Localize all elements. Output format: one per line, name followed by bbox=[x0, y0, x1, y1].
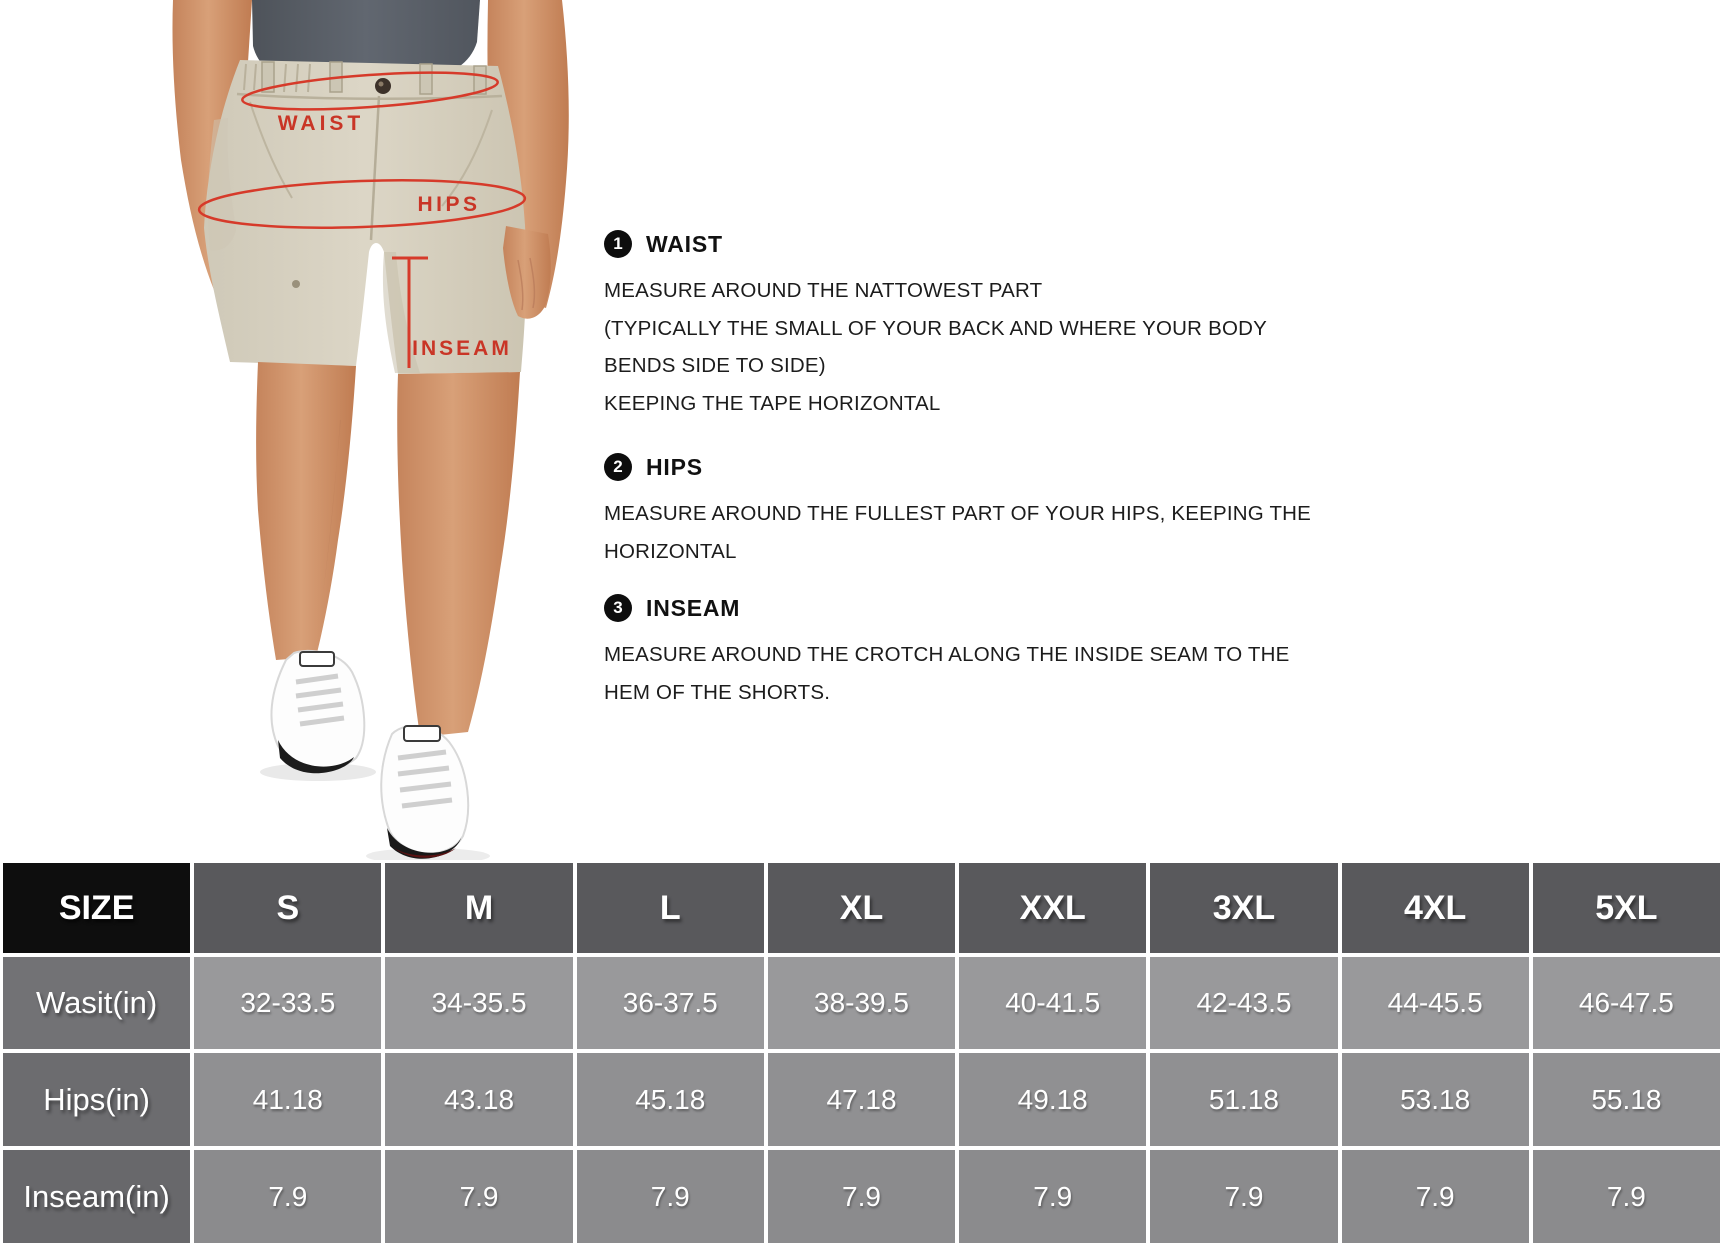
inseam-value: 7.9 bbox=[194, 1150, 381, 1243]
inseam-value: 7.9 bbox=[1150, 1150, 1337, 1243]
instruction-inseam bbox=[604, 594, 1290, 711]
hips-measure-label: HIPS bbox=[417, 193, 481, 216]
size-chart-header-3xl: 3XL bbox=[1150, 863, 1337, 953]
instruction-waist-title: WAIST bbox=[646, 230, 723, 257]
size-chart-table bbox=[0, 860, 1723, 1246]
inseam-value: 7.9 bbox=[959, 1150, 1146, 1243]
waist-value: 38-39.5 bbox=[768, 957, 955, 1049]
instruction-hips-body bbox=[604, 495, 1311, 570]
hips-value: 45.18 bbox=[577, 1053, 764, 1146]
size-chart-header-4xl: 4XL bbox=[1342, 863, 1529, 953]
size-chart-header-s: S bbox=[194, 863, 381, 953]
waist-value: 40-41.5 bbox=[959, 957, 1146, 1049]
number-2-badge: 2 bbox=[604, 453, 632, 481]
hips-value: 53.18 bbox=[1342, 1053, 1529, 1146]
instruction-line: MEASURE AROUND THE FULLEST PART OF YOUR HIPS, KEEPING THE bbox=[604, 502, 1312, 525]
right-leg-shape bbox=[397, 372, 520, 737]
hips-value: 41.18 bbox=[194, 1053, 381, 1146]
size-chart-header-m: M bbox=[385, 863, 572, 953]
size-chart-header-size: SIZE bbox=[3, 863, 190, 953]
instruction-line: HORIZONTAL bbox=[604, 539, 737, 563]
left-leg-shape bbox=[256, 362, 356, 660]
size-chart-header-xl: XL bbox=[768, 863, 955, 953]
instruction-inseam-body bbox=[604, 636, 1290, 711]
waist-value: 34-35.5 bbox=[385, 957, 572, 1049]
hips-value: 51.18 bbox=[1150, 1053, 1337, 1146]
instruction-waist-body bbox=[604, 272, 1267, 422]
hips-value: 49.18 bbox=[959, 1053, 1146, 1146]
shorts-button bbox=[375, 78, 391, 94]
instruction-line: HEM OF THE SHORTS. bbox=[604, 680, 831, 704]
row-label-hips: Hips(in) bbox=[3, 1053, 190, 1146]
instruction-line: MEASURE AROUND THE CROTCH ALONG THE INSIDE SEAM TO THE bbox=[604, 643, 1290, 666]
number-3-badge: 3 bbox=[604, 594, 632, 622]
waist-value: 46-47.5 bbox=[1533, 957, 1720, 1049]
instruction-waist bbox=[604, 230, 1267, 422]
row-label-waist: Wasit(in) bbox=[3, 957, 190, 1049]
instruction-hips bbox=[604, 453, 1311, 570]
number-1-badge: 1 bbox=[604, 230, 632, 258]
waist-value: 42-43.5 bbox=[1150, 957, 1337, 1049]
inseam-value: 7.9 bbox=[385, 1150, 572, 1243]
instruction-hips-heading bbox=[604, 453, 1311, 481]
inseam-value: 7.9 bbox=[1342, 1150, 1529, 1243]
waist-value: 44-45.5 bbox=[1342, 957, 1529, 1049]
instruction-line: MEASURE AROUND THE NATTOWEST PART bbox=[604, 279, 1043, 302]
inseam-value: 7.9 bbox=[577, 1150, 764, 1243]
waist-value: 36-37.5 bbox=[577, 957, 764, 1049]
instruction-line: (TYPICALLY THE SMALL OF YOUR BACK AND WHERE YOUR BODY bbox=[604, 316, 1267, 340]
left-shoe-tag bbox=[300, 652, 334, 666]
inseam-value: 7.9 bbox=[768, 1150, 955, 1243]
instruction-inseam-heading bbox=[604, 594, 1290, 622]
size-chart-header-xxl: XXL bbox=[959, 863, 1146, 953]
hips-value: 43.18 bbox=[385, 1053, 572, 1146]
instruction-hips-title: HIPS bbox=[646, 453, 703, 480]
measure-instructions bbox=[604, 0, 1364, 860]
inseam-measure-label: INSEAM bbox=[412, 337, 512, 360]
right-shoe bbox=[381, 726, 468, 854]
row-label-inseam: Inseam(in) bbox=[3, 1150, 190, 1243]
hips-value: 55.18 bbox=[1533, 1053, 1720, 1146]
instruction-waist-heading bbox=[604, 230, 1267, 258]
instruction-line: BENDS SIDE TO SIDE) bbox=[604, 354, 826, 377]
instruction-line: KEEPING THE TAPE HORIZONTAL bbox=[604, 391, 941, 415]
hips-value: 47.18 bbox=[768, 1053, 955, 1146]
size-chart-header-5xl: 5XL bbox=[1533, 863, 1720, 953]
size-chart-header-l: L bbox=[577, 863, 764, 953]
right-shoe-tag bbox=[404, 726, 440, 741]
zip-pull bbox=[292, 280, 300, 288]
inseam-value: 7.9 bbox=[1533, 1150, 1720, 1243]
waist-value: 32-33.5 bbox=[194, 957, 381, 1049]
waist-measure-label: WAIST bbox=[277, 112, 365, 135]
belt-loop bbox=[420, 64, 432, 94]
shorts-button-highlight bbox=[379, 82, 384, 87]
instruction-inseam-title: INSEAM bbox=[646, 594, 741, 621]
